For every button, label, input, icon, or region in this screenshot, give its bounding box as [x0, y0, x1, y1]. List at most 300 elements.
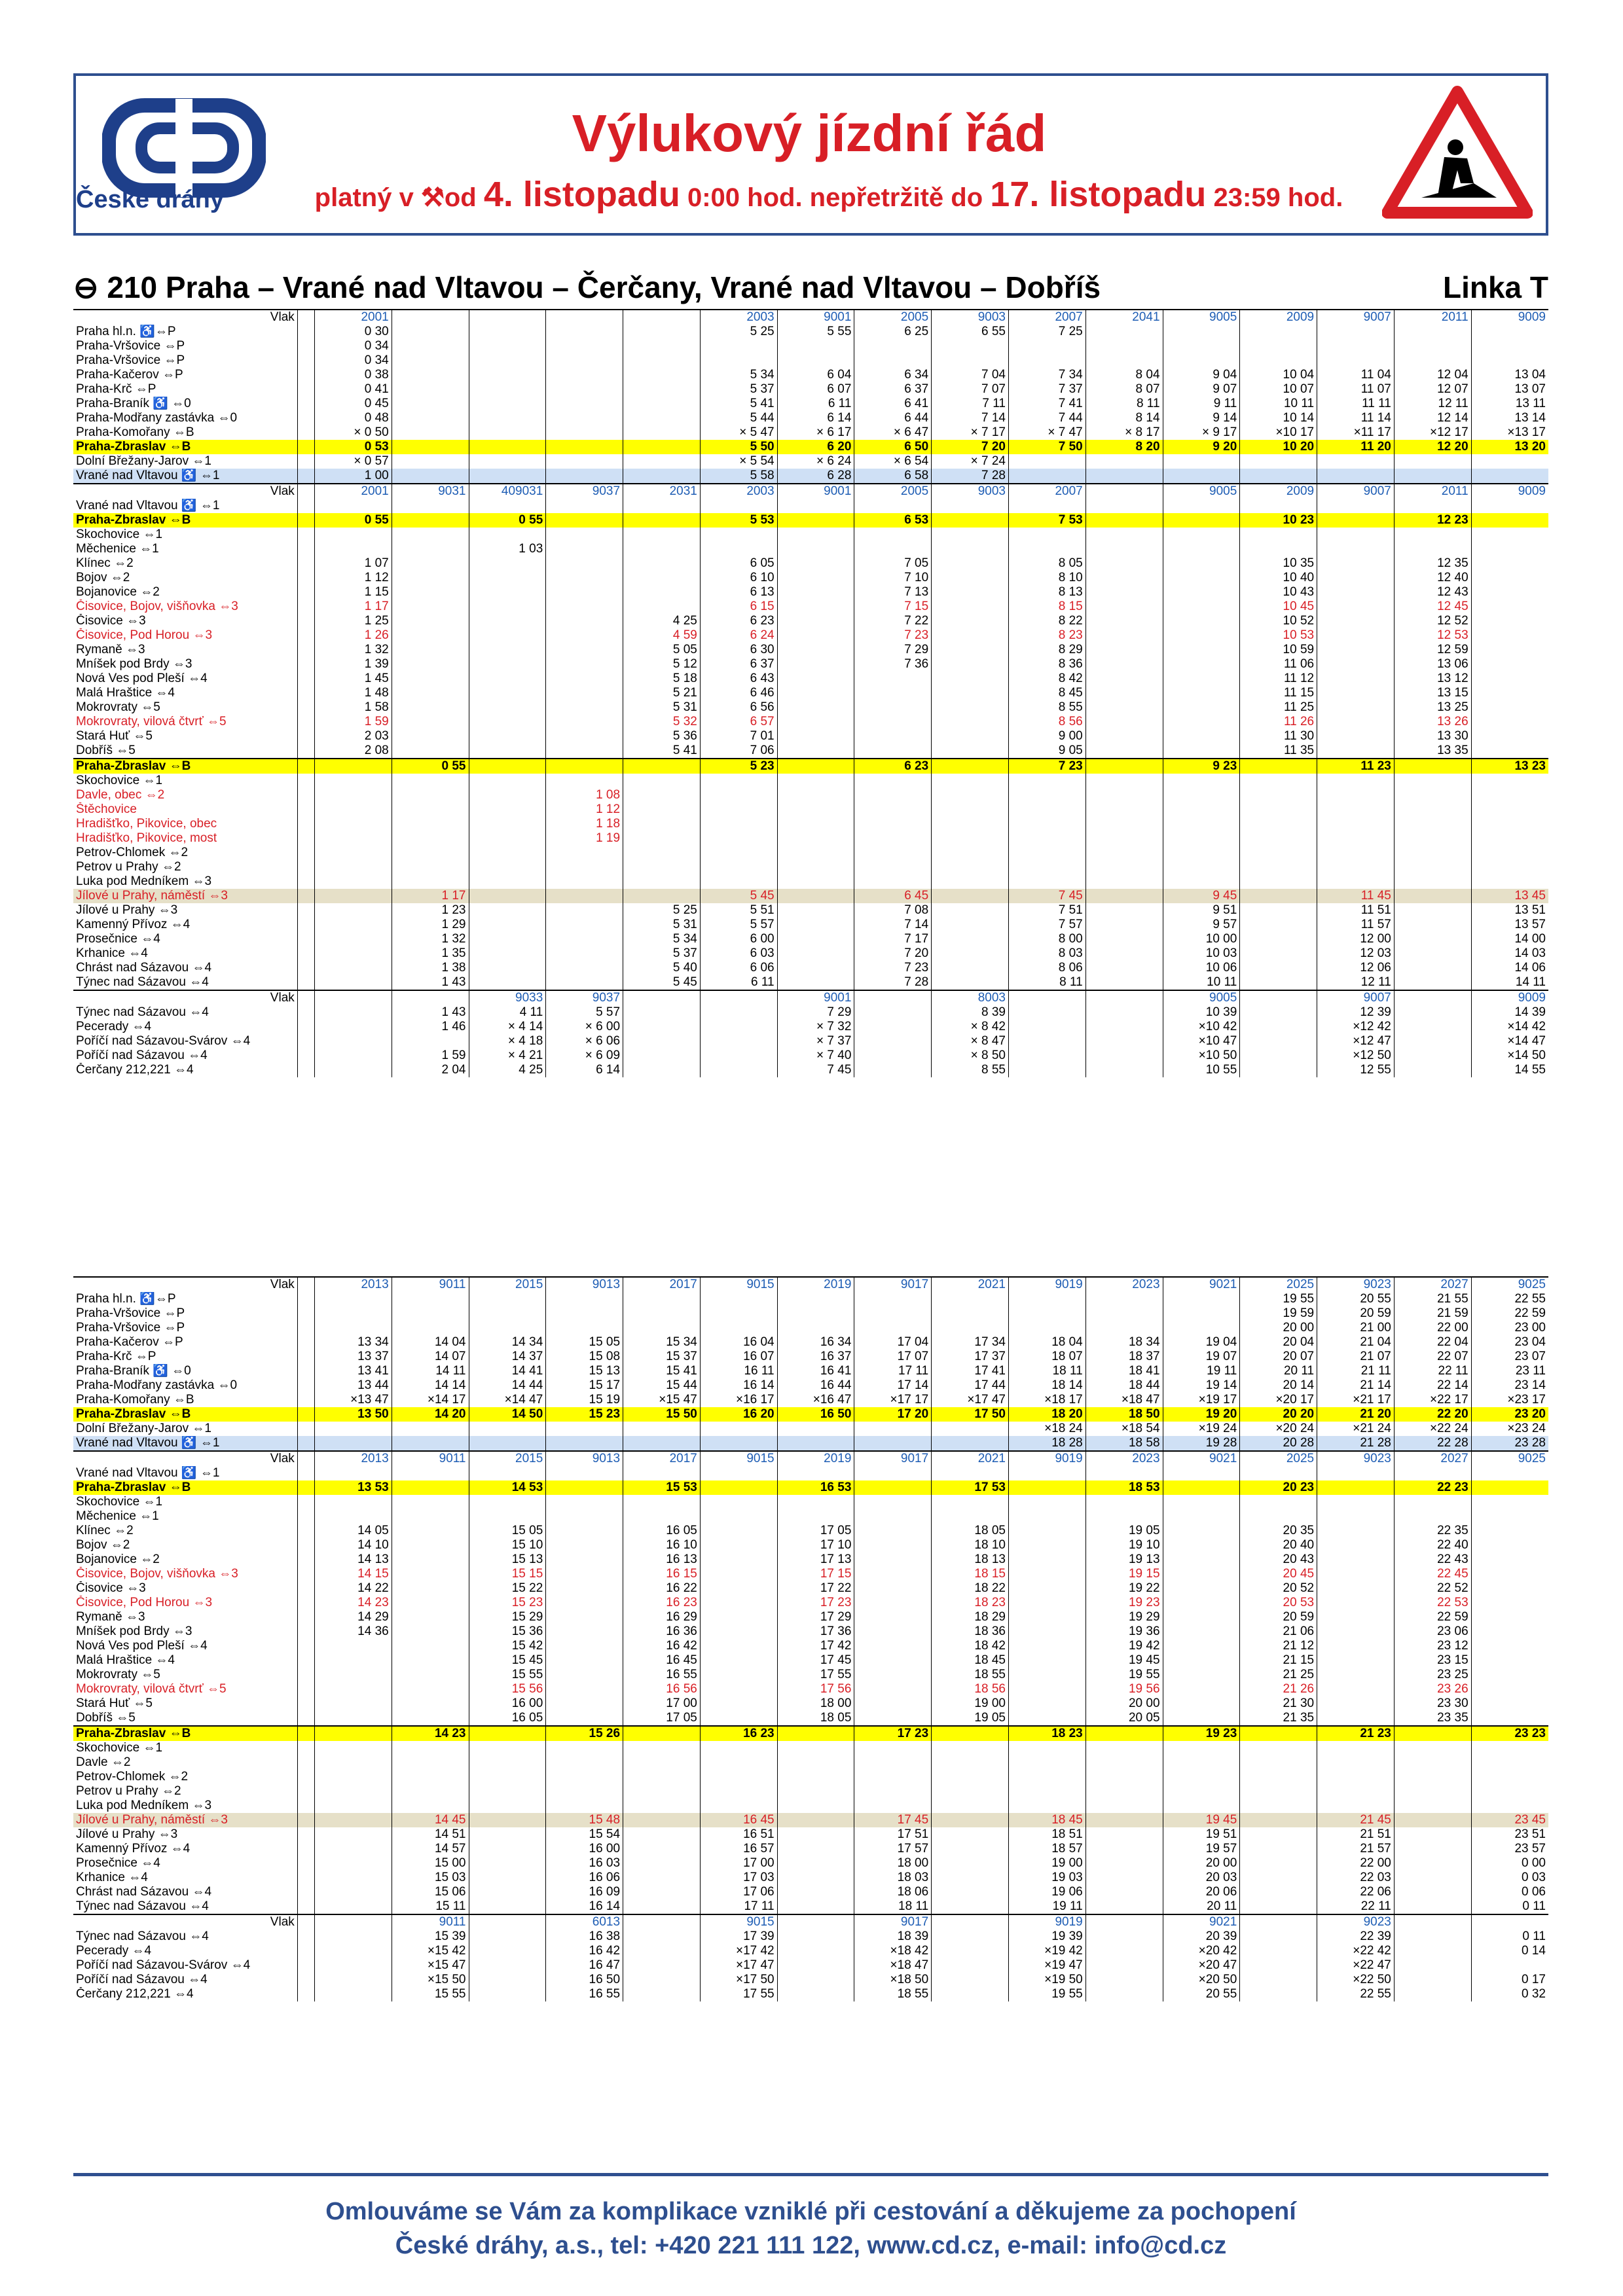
departure-time — [546, 874, 623, 889]
departure-time: 16 13 — [623, 1552, 701, 1567]
departure-time — [392, 1552, 469, 1567]
departure-time: 17 29 — [777, 1610, 854, 1624]
departure-time: 0 55 — [469, 513, 546, 528]
departure-time — [932, 1509, 1009, 1524]
departure-time — [1008, 1480, 1085, 1495]
departure-time — [314, 1306, 392, 1321]
timetable-part-2 — [73, 1276, 1548, 2001]
departure-time — [623, 1885, 701, 1899]
departure-time: 15 55 — [469, 1668, 546, 1682]
departure-time: 22 11 — [1317, 1899, 1395, 1914]
departure-time — [1317, 860, 1395, 874]
train-number: 8003 — [932, 990, 1009, 1005]
departure-time: 22 39 — [1317, 1929, 1395, 1944]
departure-time: 16 50 — [777, 1407, 854, 1422]
departure-time: 9 23 — [1163, 759, 1240, 774]
departure-time — [1240, 469, 1317, 484]
departure-time — [1163, 339, 1240, 353]
departure-time — [854, 1538, 932, 1552]
departure-time: 14 04 — [392, 1335, 469, 1350]
departure-time — [1163, 325, 1240, 339]
station-name: Mokrovraty ⇔5 — [76, 1668, 160, 1681]
departure-time — [777, 1436, 854, 1451]
station-name: Mníšek pod Brdy ⇔3 — [76, 1624, 192, 1638]
train-number — [1394, 1914, 1471, 1929]
departure-time: 15 36 — [469, 1624, 546, 1639]
departure-time — [1085, 1987, 1163, 2001]
station-row — [73, 1610, 1548, 1624]
departure-time — [777, 946, 854, 961]
departure-time — [469, 874, 546, 889]
departure-time — [392, 325, 469, 339]
departure-time: 6 07 — [777, 382, 854, 397]
departure-time: 11 04 — [1317, 368, 1395, 382]
departure-time — [700, 1639, 777, 1653]
departure-time — [314, 802, 392, 817]
station-name: Krhanice ⇔4 — [76, 1871, 148, 1884]
departure-time: 18 51 — [1008, 1827, 1085, 1842]
station-name: Bojanovice ⇔2 — [76, 1552, 160, 1566]
departure-time: × 0 50 — [314, 425, 392, 440]
departure-time: 7 41 — [1008, 397, 1085, 411]
departure-time — [932, 1784, 1009, 1799]
departure-time — [623, 1987, 701, 2001]
departure-time — [546, 946, 623, 961]
departure-time — [1085, 1292, 1163, 1306]
station-name: Bojanovice ⇔2 — [76, 585, 160, 599]
departure-time: × 7 24 — [932, 454, 1009, 469]
departure-time — [1163, 1770, 1240, 1784]
station-row — [73, 860, 1548, 874]
departure-time: 10 53 — [1240, 628, 1317, 643]
departure-time: 20 43 — [1240, 1552, 1317, 1567]
station-name: Stará Huť ⇔5 — [76, 1696, 153, 1710]
departure-time — [1317, 585, 1395, 600]
departure-time — [932, 831, 1009, 846]
departure-time — [1163, 1306, 1240, 1321]
departure-time — [932, 614, 1009, 628]
departure-time: 0 55 — [392, 759, 469, 774]
train-number: 9037 — [546, 484, 623, 499]
departure-time — [854, 1480, 932, 1495]
departure-time — [546, 1436, 623, 1451]
departure-time — [392, 368, 469, 382]
departure-time: 6 57 — [700, 715, 777, 729]
departure-time — [777, 918, 854, 932]
departure-time — [1471, 729, 1548, 744]
departure-time — [777, 1509, 854, 1524]
departure-time: 21 28 — [1317, 1436, 1395, 1451]
station-name: Nová Ves pod Pleší ⇔4 — [76, 1639, 208, 1653]
departure-time — [1471, 585, 1548, 600]
departure-time: 13 44 — [314, 1378, 392, 1393]
departure-time — [1394, 860, 1471, 874]
departure-time: 0 45 — [314, 397, 392, 411]
departure-time — [777, 961, 854, 975]
train-number: 2027 — [1394, 1277, 1471, 1292]
departure-time — [623, 368, 701, 382]
departure-time: 20 11 — [1163, 1899, 1240, 1914]
departure-time — [392, 1653, 469, 1668]
departure-time: 20 23 — [1240, 1480, 1317, 1495]
departure-time: 17 00 — [700, 1856, 777, 1871]
departure-time: 0 48 — [314, 411, 392, 425]
departure-time: 12 07 — [1394, 382, 1471, 397]
departure-time: 16 00 — [546, 1842, 623, 1856]
departure-time — [392, 846, 469, 860]
departure-time — [1085, 1063, 1163, 1077]
departure-time: 8 42 — [1008, 672, 1085, 686]
departure-time — [932, 499, 1009, 513]
departure-time — [1394, 1034, 1471, 1049]
departure-time: 7 23 — [1008, 759, 1085, 774]
departure-time — [546, 499, 623, 513]
station-name: Praha-Zbraslav ⇔B — [73, 1726, 297, 1741]
departure-time: 20 45 — [1240, 1567, 1317, 1581]
departure-time — [623, 469, 701, 484]
departure-time — [777, 1726, 854, 1741]
departure-time — [854, 1596, 932, 1610]
departure-time — [932, 1770, 1009, 1784]
station-row — [73, 556, 1548, 571]
departure-time: 20 11 — [1240, 1364, 1317, 1378]
departure-time: 7 34 — [1008, 368, 1085, 382]
departure-time: 6 25 — [854, 325, 932, 339]
station-row — [73, 975, 1548, 990]
departure-time — [932, 700, 1009, 715]
departure-time — [777, 1741, 854, 1755]
departure-time: 18 23 — [1008, 1726, 1085, 1741]
departure-time — [700, 1552, 777, 1567]
departure-time — [1163, 454, 1240, 469]
departure-time — [623, 1958, 701, 1973]
departure-time: 16 50 — [546, 1973, 623, 1987]
departure-time: 17 41 — [932, 1364, 1009, 1378]
departure-time: 15 15 — [469, 1567, 546, 1581]
departure-time: 22 20 — [1394, 1407, 1471, 1422]
departure-time: 7 57 — [1008, 918, 1085, 932]
departure-time — [1471, 1495, 1548, 1509]
departure-time — [623, 339, 701, 353]
departure-time — [1240, 528, 1317, 542]
departure-time — [777, 1958, 854, 1973]
station-row — [73, 1696, 1548, 1711]
departure-time: 16 15 — [623, 1567, 701, 1581]
departure-time: 12 03 — [1317, 946, 1395, 961]
departure-time — [546, 454, 623, 469]
departure-time: 1 15 — [314, 585, 392, 600]
departure-time — [1163, 1639, 1240, 1653]
departure-time — [1317, 1581, 1395, 1596]
departure-time — [623, 1842, 701, 1856]
departure-time — [546, 932, 623, 946]
departure-time: × 0 57 — [314, 454, 392, 469]
departure-time: 23 07 — [1471, 1350, 1548, 1364]
departure-time — [314, 1509, 392, 1524]
departure-time: 23 51 — [1471, 1827, 1548, 1842]
departure-time: 1 39 — [314, 657, 392, 672]
departure-time: 7 44 — [1008, 411, 1085, 425]
departure-time — [932, 542, 1009, 556]
departure-time — [1394, 918, 1471, 932]
departure-time — [1085, 1813, 1163, 1827]
station-row — [73, 1973, 1548, 1987]
departure-time: 7 06 — [700, 744, 777, 759]
footer — [73, 2173, 1548, 2263]
departure-time: 18 55 — [932, 1668, 1009, 1682]
departure-time — [469, 889, 546, 903]
departure-time — [777, 1495, 854, 1509]
departure-time — [469, 1799, 546, 1813]
departure-time — [1085, 1755, 1163, 1770]
departure-time — [1471, 817, 1548, 831]
departure-time — [932, 1799, 1009, 1813]
departure-time: 12 45 — [1394, 600, 1471, 614]
departure-time — [469, 846, 546, 860]
departure-time: 22 40 — [1394, 1538, 1471, 1552]
departure-time: 16 57 — [700, 1842, 777, 1856]
departure-time: 20 14 — [1240, 1378, 1317, 1393]
departure-time — [623, 1049, 701, 1063]
departure-time — [777, 1755, 854, 1770]
departure-time — [1317, 1495, 1395, 1509]
departure-time: 12 14 — [1394, 411, 1471, 425]
departure-time — [1085, 715, 1163, 729]
departure-time: 6 55 — [932, 325, 1009, 339]
departure-time — [1394, 831, 1471, 846]
departure-time — [623, 788, 701, 802]
departure-time — [392, 528, 469, 542]
departure-time — [1471, 1668, 1548, 1682]
departure-time: 23 00 — [1471, 1321, 1548, 1335]
departure-time — [314, 1755, 392, 1770]
departure-time: 21 04 — [1317, 1335, 1395, 1350]
departure-time — [392, 774, 469, 788]
station-row — [73, 1581, 1548, 1596]
departure-time: 17 15 — [777, 1567, 854, 1581]
departure-time — [469, 440, 546, 454]
departure-time: × 9 17 — [1163, 425, 1240, 440]
departure-time: 0 14 — [1471, 1944, 1548, 1958]
departure-time — [777, 571, 854, 585]
station-name: Rymaně ⇔3 — [76, 1610, 145, 1624]
departure-time — [1394, 528, 1471, 542]
departure-time — [777, 585, 854, 600]
departure-time — [1394, 1856, 1471, 1871]
departure-time: 23 35 — [1394, 1711, 1471, 1726]
departure-time — [469, 1842, 546, 1856]
departure-time — [1008, 1034, 1085, 1049]
departure-time — [392, 1034, 469, 1049]
departure-time: 5 57 — [700, 918, 777, 932]
departure-time — [1394, 874, 1471, 889]
departure-time — [1317, 774, 1395, 788]
departure-time — [1471, 643, 1548, 657]
train-number: 2017 — [623, 1277, 701, 1292]
departure-time: 8 22 — [1008, 614, 1085, 628]
departure-time — [1163, 1624, 1240, 1639]
departure-time — [623, 1755, 701, 1770]
departure-time: 5 25 — [623, 903, 701, 918]
departure-time — [1240, 817, 1317, 831]
departure-time: × 8 42 — [932, 1020, 1009, 1034]
departure-time — [1085, 1958, 1163, 1973]
departure-time: 8 56 — [1008, 715, 1085, 729]
train-number: 9005 — [1163, 990, 1240, 1005]
departure-time: 13 07 — [1471, 382, 1548, 397]
departure-time: 1 35 — [392, 946, 469, 961]
departure-time: 17 22 — [777, 1581, 854, 1596]
departure-time — [1394, 1020, 1471, 1034]
departure-time — [623, 1509, 701, 1524]
departure-time — [546, 1422, 623, 1436]
station-name: Luka pod Medníkem ⇔3 — [76, 1799, 212, 1812]
departure-time — [546, 1653, 623, 1668]
departure-time: 18 11 — [854, 1899, 932, 1914]
departure-time — [1008, 802, 1085, 817]
departure-time: 13 37 — [314, 1350, 392, 1364]
departure-time: 19 56 — [1085, 1682, 1163, 1696]
departure-time — [932, 1495, 1009, 1509]
departure-time — [1394, 1770, 1471, 1784]
departure-time — [700, 1020, 777, 1034]
train-number: 9011 — [392, 1914, 469, 1929]
departure-time: 14 36 — [314, 1624, 392, 1639]
departure-time — [623, 585, 701, 600]
departure-time — [854, 788, 932, 802]
departure-time — [546, 700, 623, 715]
departure-time: 7 25 — [1008, 325, 1085, 339]
departure-time — [392, 499, 469, 513]
departure-time — [777, 932, 854, 946]
station-row — [73, 903, 1548, 918]
station-name: Týnec nad Sázavou ⇔4 — [76, 1005, 209, 1019]
station-row — [73, 353, 1548, 368]
departure-time: 18 00 — [854, 1856, 932, 1871]
station-name: Petrov u Prahy ⇔2 — [76, 860, 181, 874]
departure-time — [1471, 1624, 1548, 1639]
station-name: Čisovice ⇔3 — [76, 614, 146, 628]
departure-time — [623, 1436, 701, 1451]
departure-time — [623, 411, 701, 425]
train-number-row — [73, 1914, 1548, 1929]
departure-time: 6 03 — [700, 946, 777, 961]
departure-time: 22 03 — [1317, 1871, 1395, 1885]
departure-time: 21 30 — [1240, 1696, 1317, 1711]
departure-time: ×20 17 — [1240, 1393, 1317, 1407]
departure-time: 16 06 — [546, 1871, 623, 1885]
departure-time: 6 04 — [777, 368, 854, 382]
departure-time — [1085, 585, 1163, 600]
vlak-label: Vlak — [73, 1451, 297, 1466]
departure-time — [854, 874, 932, 889]
departure-time — [1317, 831, 1395, 846]
departure-time: 21 06 — [1240, 1624, 1317, 1639]
departure-time — [1008, 1321, 1085, 1335]
departure-time — [1471, 1682, 1548, 1696]
departure-time: 7 37 — [1008, 382, 1085, 397]
departure-time — [546, 1610, 623, 1624]
station-row — [73, 542, 1548, 556]
departure-time — [1394, 759, 1471, 774]
train-number: 2011 — [1394, 484, 1471, 499]
departure-time — [1240, 1842, 1317, 1856]
station-name: Čerčany 212,221 ⇔4 — [76, 1987, 194, 2001]
departure-time — [1394, 353, 1471, 368]
train-number: 9001 — [777, 310, 854, 325]
departure-time: 15 44 — [623, 1378, 701, 1393]
departure-time — [932, 802, 1009, 817]
departure-time — [392, 831, 469, 846]
departure-time — [469, 556, 546, 571]
departure-time — [546, 686, 623, 700]
departure-time: ×22 47 — [1317, 1958, 1395, 1973]
station-name: Jílové u Prahy, náměstí ⇔3 — [73, 889, 297, 903]
departure-time — [932, 556, 1009, 571]
departure-time: 17 44 — [932, 1378, 1009, 1393]
station-row — [73, 585, 1548, 600]
departure-time: 21 25 — [1240, 1668, 1317, 1682]
departure-time — [1471, 556, 1548, 571]
departure-time: ×17 50 — [700, 1973, 777, 1987]
departure-time — [700, 1610, 777, 1624]
departure-time: × 8 50 — [932, 1049, 1009, 1063]
departure-time — [546, 1799, 623, 1813]
departure-time — [1394, 325, 1471, 339]
departure-time — [1471, 454, 1548, 469]
departure-time: 9 04 — [1163, 368, 1240, 382]
departure-time — [469, 759, 546, 774]
departure-time — [546, 1524, 623, 1538]
vlak-label: Vlak — [73, 310, 297, 325]
departure-time: 6 41 — [854, 397, 932, 411]
train-number: 2017 — [623, 1451, 701, 1466]
departure-time — [392, 1524, 469, 1538]
departure-time: × 7 17 — [932, 425, 1009, 440]
train-number: 2007 — [1008, 484, 1085, 499]
departure-time — [854, 715, 932, 729]
departure-time — [546, 628, 623, 643]
departure-time: 16 20 — [700, 1407, 777, 1422]
departure-time: 16 29 — [623, 1610, 701, 1624]
departure-time — [1163, 1524, 1240, 1538]
departure-time: 6 14 — [546, 1063, 623, 1077]
departure-time — [623, 817, 701, 831]
departure-time — [623, 1422, 701, 1436]
departure-time — [854, 1653, 932, 1668]
departure-time — [1085, 1509, 1163, 1524]
departure-time: 8 10 — [1008, 571, 1085, 585]
departure-time — [1008, 860, 1085, 874]
station-name: Dobříš ⇔5 — [76, 744, 136, 757]
station-name: Petrov-Chlomek ⇔2 — [76, 1770, 189, 1784]
departure-time — [777, 1871, 854, 1885]
departure-time: ×12 50 — [1317, 1049, 1395, 1063]
departure-time — [1240, 759, 1317, 774]
departure-time — [1394, 542, 1471, 556]
departure-time — [1008, 1653, 1085, 1668]
departure-time: 7 50 — [1008, 440, 1085, 454]
train-number: 9003 — [932, 310, 1009, 325]
train-number: 9003 — [932, 484, 1009, 499]
departure-time — [623, 542, 701, 556]
departure-time — [469, 788, 546, 802]
station-name: Prosečnice ⇔4 — [76, 932, 160, 946]
departure-time — [1317, 788, 1395, 802]
departure-time: 7 53 — [1008, 513, 1085, 528]
departure-time: 0 11 — [1471, 1899, 1548, 1914]
departure-time: 5 41 — [623, 744, 701, 759]
